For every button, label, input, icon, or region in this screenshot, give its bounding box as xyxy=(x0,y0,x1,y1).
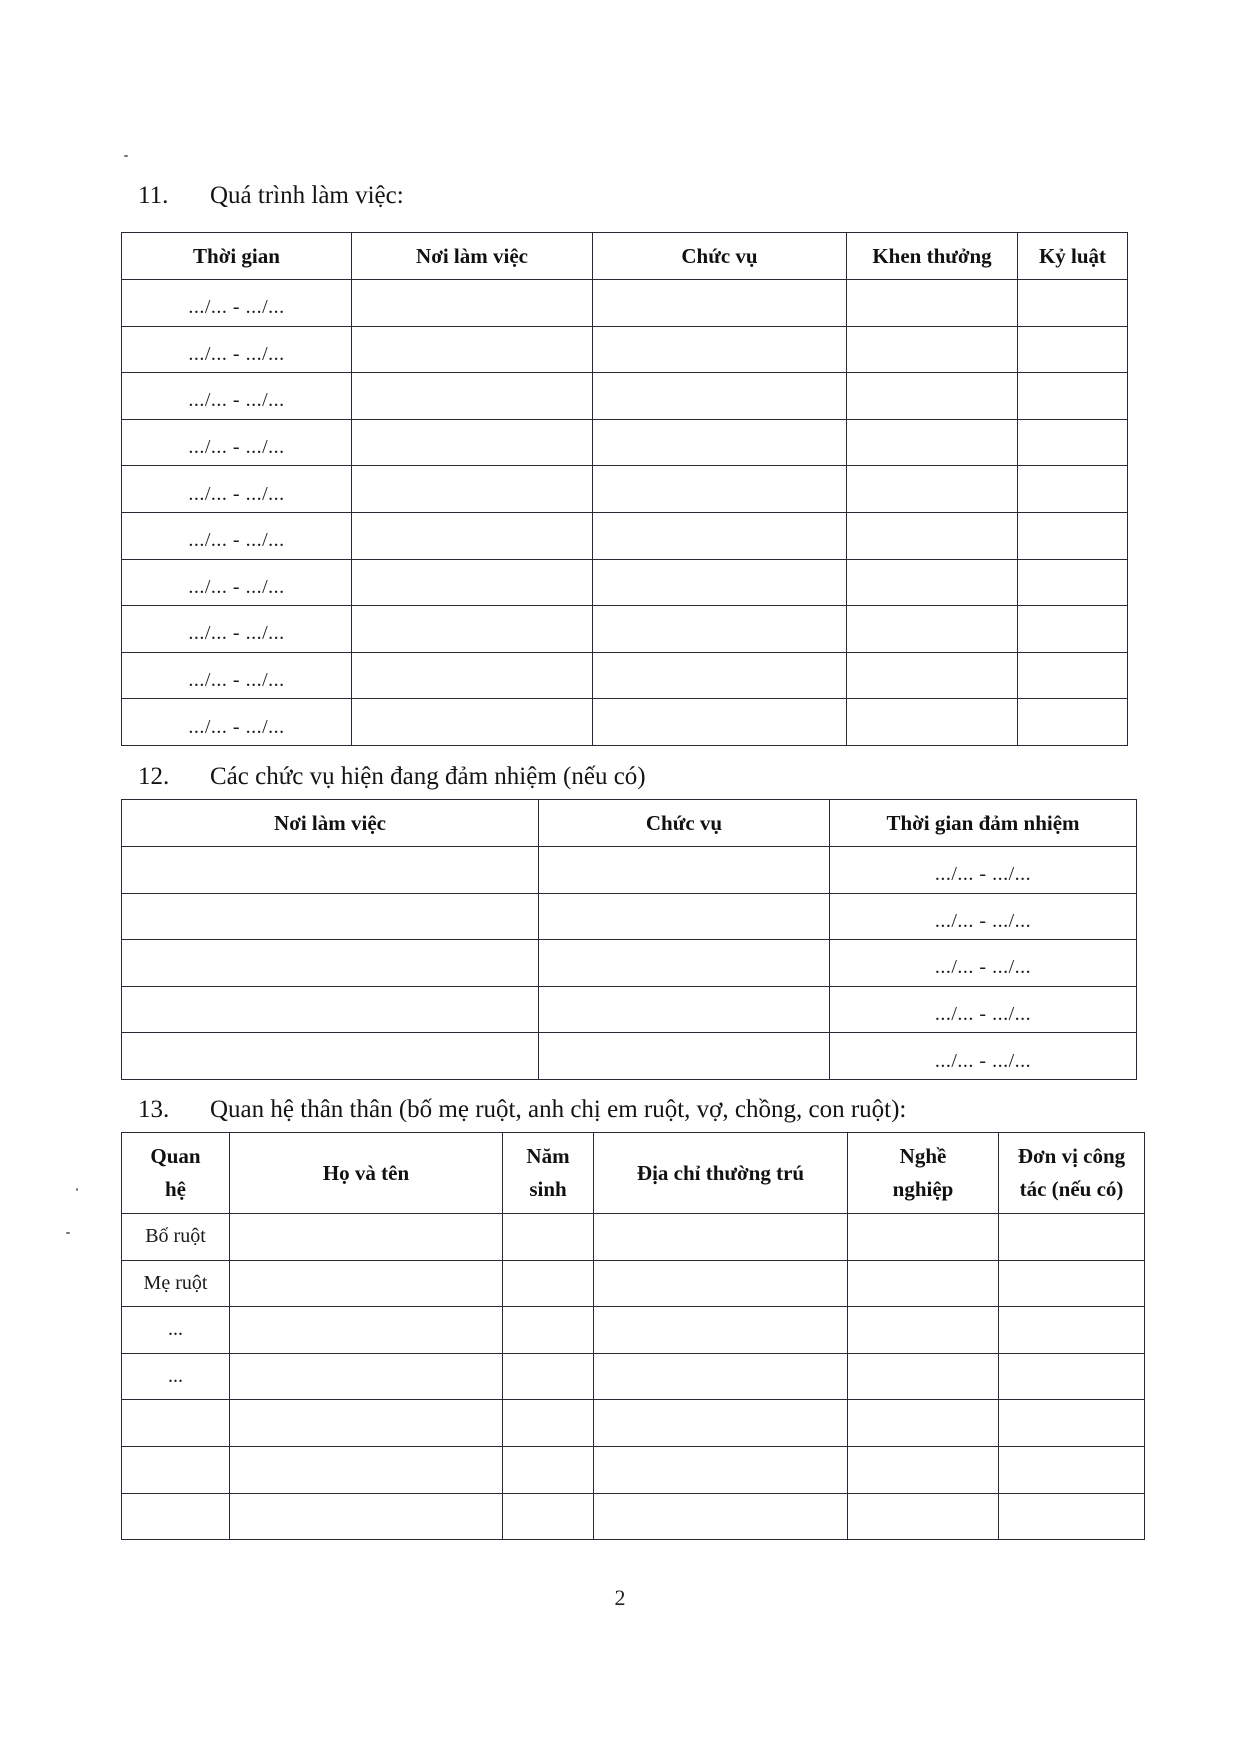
cell-relation[interactable]: ... xyxy=(122,1307,230,1354)
cell-workplace[interactable] xyxy=(999,1353,1145,1400)
cell-occupation[interactable] xyxy=(848,1446,999,1493)
cell-discipline[interactable] xyxy=(1018,652,1128,699)
section-12-number: 12. xyxy=(138,763,170,790)
cell-discipline[interactable] xyxy=(1018,606,1128,653)
table-row xyxy=(122,1307,1145,1354)
cell-discipline[interactable] xyxy=(1018,419,1128,466)
cell-relation[interactable] xyxy=(122,1446,230,1493)
cell-occupation[interactable] xyxy=(848,1353,999,1400)
cell-position[interactable] xyxy=(539,1033,830,1080)
cell-name[interactable] xyxy=(230,1493,503,1540)
table-row xyxy=(122,986,1137,1033)
cell-reward[interactable] xyxy=(847,326,1018,373)
cell-birth-year[interactable] xyxy=(503,1214,594,1261)
cell-time[interactable]: .../... - .../... xyxy=(830,893,1137,940)
col-header-birth-year-line2: sinh xyxy=(529,1177,567,1201)
cell-name[interactable] xyxy=(230,1353,503,1400)
cell-time[interactable]: .../... - .../... xyxy=(122,419,352,466)
cell-workplace[interactable] xyxy=(352,606,593,653)
table-row xyxy=(122,1353,1145,1400)
table-row xyxy=(122,326,1128,373)
cell-time[interactable]: .../... - .../... xyxy=(122,373,352,420)
table-row xyxy=(122,847,1137,894)
cell-workplace[interactable] xyxy=(352,466,593,513)
col-header-position: Chức vụ xyxy=(593,233,847,280)
cell-workplace[interactable] xyxy=(352,512,593,559)
col-header-reward: Khen thưởng xyxy=(847,233,1018,280)
cell-workplace[interactable] xyxy=(122,986,539,1033)
cell-workplace[interactable] xyxy=(122,847,539,894)
col-header-occupation-line1: Nghề xyxy=(899,1144,947,1168)
col-header-address xyxy=(594,1133,848,1214)
cell-position[interactable] xyxy=(539,986,830,1033)
col-header-workplace: Nơi làm việc xyxy=(352,233,593,280)
cell-workplace[interactable] xyxy=(122,940,539,987)
cell-time[interactable]: .../... - .../... xyxy=(122,280,352,327)
section-13-heading xyxy=(138,1096,906,1124)
cell-birth-year[interactable] xyxy=(503,1307,594,1354)
cell-reward[interactable] xyxy=(847,512,1018,559)
col-header-relation xyxy=(122,1133,230,1214)
cell-address[interactable] xyxy=(594,1493,848,1540)
cell-time[interactable]: .../... - .../... xyxy=(122,606,352,653)
cell-position[interactable] xyxy=(539,940,830,987)
cell-name[interactable] xyxy=(230,1260,503,1307)
work-history-table xyxy=(121,232,1128,746)
section-11-title: Quá trình làm việc: xyxy=(210,182,404,209)
col-header-workplace: Nơi làm việc xyxy=(122,800,539,847)
cell-discipline[interactable] xyxy=(1018,466,1128,513)
col-header-full-name-text: Họ và tên xyxy=(322,1160,410,1185)
cell-position[interactable] xyxy=(539,847,830,894)
cell-workplace[interactable] xyxy=(999,1307,1145,1354)
cell-birth-year[interactable] xyxy=(503,1400,594,1447)
table-row xyxy=(122,512,1128,559)
table-row xyxy=(122,1033,1137,1080)
cell-time[interactable]: .../... - .../... xyxy=(830,940,1137,987)
cell-address[interactable] xyxy=(594,1260,848,1307)
col-header-employer-line1: Đơn vị công xyxy=(1017,1144,1126,1168)
cell-time[interactable]: .../... - .../... xyxy=(122,652,352,699)
section-11-number: 11. xyxy=(138,182,169,209)
cell-address[interactable] xyxy=(594,1307,848,1354)
family-relations-table xyxy=(121,1132,1145,1540)
col-header-relation-line1: Quan xyxy=(150,1144,201,1168)
col-header-relation-line2: hệ xyxy=(165,1177,186,1201)
col-header-birth-year xyxy=(503,1133,594,1214)
cell-workplace[interactable] xyxy=(352,326,593,373)
cell-time[interactable]: .../... - .../... xyxy=(830,847,1137,894)
col-header-employer-line2: tác (nếu có) xyxy=(1019,1177,1124,1201)
cell-workplace[interactable] xyxy=(999,1446,1145,1493)
cell-address[interactable] xyxy=(594,1400,848,1447)
cell-time[interactable]: .../... - .../... xyxy=(122,559,352,606)
table-row xyxy=(122,1400,1145,1447)
scan-speck xyxy=(66,1232,70,1234)
cell-workplace[interactable] xyxy=(122,893,539,940)
cell-name[interactable] xyxy=(230,1446,503,1493)
cell-position[interactable] xyxy=(593,280,847,327)
current-positions-table xyxy=(121,799,1137,1080)
table-row xyxy=(122,652,1128,699)
table-row xyxy=(122,940,1137,987)
cell-name[interactable] xyxy=(230,1307,503,1354)
cell-address[interactable] xyxy=(594,1214,848,1261)
cell-discipline[interactable] xyxy=(1018,280,1128,327)
table-row xyxy=(122,606,1128,653)
section-12-heading xyxy=(138,763,646,791)
cell-workplace[interactable] xyxy=(352,652,593,699)
cell-relation[interactable] xyxy=(122,1493,230,1540)
col-header-address-text: Địa chỉ thường trú xyxy=(636,1160,805,1185)
table-row xyxy=(122,559,1128,606)
page-number: 2 xyxy=(614,1585,626,1610)
cell-reward[interactable] xyxy=(847,466,1018,513)
cell-workplace[interactable] xyxy=(352,419,593,466)
section-12-title: Các chức vụ hiện đang đảm nhiệm (nếu có) xyxy=(210,763,646,790)
col-header-occupation-line2: nghiệp xyxy=(892,1177,954,1201)
table-header-row xyxy=(122,1133,1145,1214)
cell-reward[interactable] xyxy=(847,280,1018,327)
cell-reward[interactable] xyxy=(847,652,1018,699)
table-row xyxy=(122,280,1128,327)
cell-position[interactable] xyxy=(593,419,847,466)
cell-time[interactable]: .../... - .../... xyxy=(122,699,352,746)
table-row xyxy=(122,893,1137,940)
col-header-discipline: Kỷ luật xyxy=(1018,233,1128,280)
cell-name[interactable] xyxy=(230,1214,503,1261)
table-row xyxy=(122,373,1128,420)
cell-occupation[interactable] xyxy=(848,1260,999,1307)
cell-reward[interactable] xyxy=(847,559,1018,606)
col-header-time: Thời gian xyxy=(122,233,352,280)
table-row xyxy=(122,1260,1145,1307)
cell-reward[interactable] xyxy=(847,373,1018,420)
cell-workplace[interactable] xyxy=(999,1493,1145,1540)
col-header-full-name xyxy=(230,1133,503,1214)
cell-occupation[interactable] xyxy=(848,1400,999,1447)
cell-workplace[interactable] xyxy=(352,699,593,746)
cell-workplace[interactable] xyxy=(999,1214,1145,1261)
cell-position[interactable] xyxy=(593,652,847,699)
table-row xyxy=(122,699,1128,746)
cell-occupation[interactable] xyxy=(848,1493,999,1540)
cell-reward[interactable] xyxy=(847,419,1018,466)
cell-position[interactable] xyxy=(539,893,830,940)
cell-reward[interactable] xyxy=(847,699,1018,746)
table-row xyxy=(122,419,1128,466)
cell-birth-year[interactable] xyxy=(503,1260,594,1307)
section-13-title: Quan hệ thân thân (bố mẹ ruột, anh chị em ruột, vợ, chồng, con ruột): xyxy=(210,1096,907,1123)
cell-workplace[interactable] xyxy=(352,280,593,327)
section-13-number: 13. xyxy=(138,1096,170,1123)
cell-relation[interactable]: Bố ruột xyxy=(122,1214,230,1261)
cell-time[interactable]: .../... - .../... xyxy=(830,986,1137,1033)
cell-time[interactable]: .../... - .../... xyxy=(830,1033,1137,1080)
cell-workplace[interactable] xyxy=(999,1400,1145,1447)
cell-discipline[interactable] xyxy=(1018,512,1128,559)
table-row xyxy=(122,466,1128,513)
cell-position[interactable] xyxy=(593,373,847,420)
cell-workplace[interactable] xyxy=(352,559,593,606)
col-header-employer xyxy=(999,1133,1145,1214)
cell-relation[interactable] xyxy=(122,1400,230,1447)
cell-occupation[interactable] xyxy=(848,1214,999,1261)
table-row xyxy=(122,1446,1145,1493)
cell-position[interactable] xyxy=(593,512,847,559)
cell-discipline[interactable] xyxy=(1018,326,1128,373)
cell-birth-year[interactable] xyxy=(503,1446,594,1493)
scan-speck xyxy=(124,155,128,157)
cell-address[interactable] xyxy=(594,1446,848,1493)
cell-birth-year[interactable] xyxy=(503,1493,594,1540)
cell-birth-year[interactable] xyxy=(503,1353,594,1400)
cell-position[interactable] xyxy=(593,466,847,513)
cell-occupation[interactable] xyxy=(848,1307,999,1354)
col-header-duration: Thời gian đảm nhiệm xyxy=(830,800,1137,847)
table-header-row xyxy=(122,800,1137,847)
cell-position[interactable] xyxy=(593,559,847,606)
cell-reward[interactable] xyxy=(847,606,1018,653)
table-row xyxy=(122,1493,1145,1540)
scan-speck xyxy=(76,1188,78,1191)
cell-discipline[interactable] xyxy=(1018,559,1128,606)
cell-position[interactable] xyxy=(593,326,847,373)
col-header-birth-year-line1: Năm xyxy=(526,1144,570,1168)
table-row xyxy=(122,1214,1145,1261)
cell-time[interactable]: .../... - .../... xyxy=(122,512,352,559)
cell-relation[interactable]: ... xyxy=(122,1353,230,1400)
cell-time[interactable]: .../... - .../... xyxy=(122,326,352,373)
table-header-row xyxy=(122,233,1128,280)
cell-name[interactable] xyxy=(230,1400,503,1447)
cell-workplace[interactable] xyxy=(352,373,593,420)
cell-workplace[interactable] xyxy=(122,1033,539,1080)
cell-relation[interactable]: Mẹ ruột xyxy=(122,1260,230,1307)
cell-discipline[interactable] xyxy=(1018,373,1128,420)
cell-workplace[interactable] xyxy=(999,1260,1145,1307)
cell-position[interactable] xyxy=(593,699,847,746)
cell-time[interactable]: .../... - .../... xyxy=(122,466,352,513)
col-header-position: Chức vụ xyxy=(539,800,830,847)
cell-discipline[interactable] xyxy=(1018,699,1128,746)
cell-address[interactable] xyxy=(594,1353,848,1400)
cell-position[interactable] xyxy=(593,606,847,653)
col-header-occupation xyxy=(848,1133,999,1214)
section-11-heading xyxy=(138,182,404,210)
